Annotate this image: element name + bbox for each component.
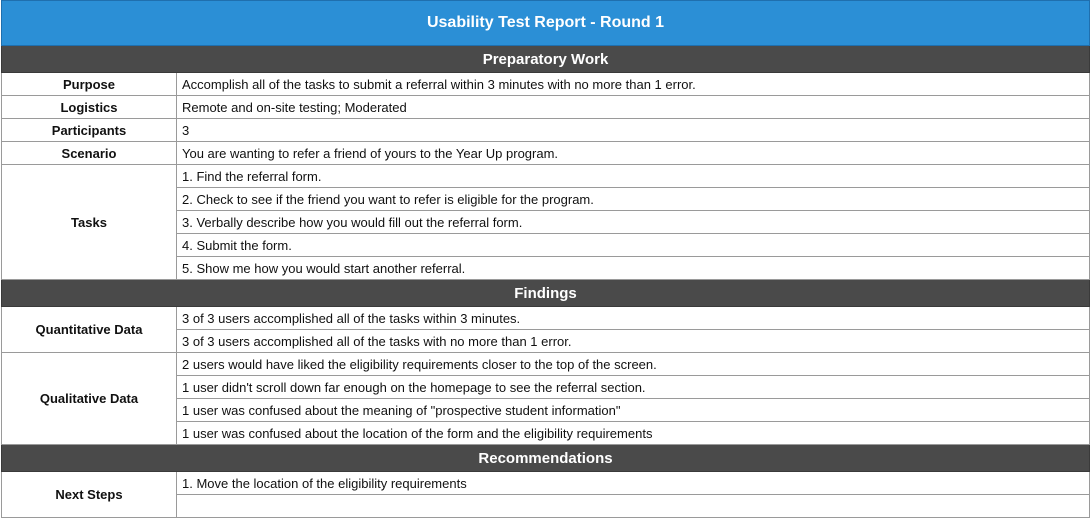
table-row — [2, 96, 1090, 119]
section-row — [2, 445, 1090, 472]
next-step-item: 1. Move the location of the eligibility requirements — [177, 472, 1090, 495]
report-title: Usability Test Report - Round 1 — [2, 1, 1090, 46]
tasks-label: Tasks — [2, 165, 177, 280]
purpose-label: Purpose — [2, 73, 177, 96]
qualitative-data-label: Qualitative Data — [2, 353, 177, 445]
table-row — [2, 353, 1090, 376]
task-item: 5. Show me how you would start another referral. — [177, 257, 1090, 280]
table-row — [2, 73, 1090, 96]
participants-label: Participants — [2, 119, 177, 142]
task-item: 4. Submit the form. — [177, 234, 1090, 257]
task-item: 1. Find the referral form. — [177, 165, 1090, 188]
logistics-label: Logistics — [2, 96, 177, 119]
section-preparatory-work: Preparatory Work — [2, 46, 1090, 73]
qualitative-item: 1 user was confused about the meaning of "prospective student information" — [177, 399, 1090, 422]
logistics-value: Remote and on-site testing; Moderated — [177, 96, 1090, 119]
table-row — [2, 472, 1090, 495]
task-item: 2. Check to see if the friend you want to refer is eligible for the program. — [177, 188, 1090, 211]
participants-value: 3 — [177, 119, 1090, 142]
table-row — [2, 165, 1090, 188]
quantitative-item: 3 of 3 users accomplished all of the tasks within 3 minutes. — [177, 307, 1090, 330]
table-row — [2, 307, 1090, 330]
quantitative-data-label: Quantitative Data — [2, 307, 177, 353]
scenario-value: You are wanting to refer a friend of yours to the Year Up program. — [177, 142, 1090, 165]
table-row — [2, 142, 1090, 165]
purpose-value: Accomplish all of the tasks to submit a referral within 3 minutes with no more than 1 error. — [177, 73, 1090, 96]
qualitative-item: 1 user didn't scroll down far enough on the homepage to see the referral section. — [177, 376, 1090, 399]
qualitative-item: 1 user was confused about the location of the form and the eligibility requirements — [177, 422, 1090, 445]
task-item: 3. Verbally describe how you would fill out the referral form. — [177, 211, 1090, 234]
qualitative-item: 2 users would have liked the eligibility requirements closer to the top of the screen. — [177, 353, 1090, 376]
next-step-item-empty — [177, 495, 1090, 518]
section-recommendations: Recommendations — [2, 445, 1090, 472]
quantitative-item: 3 of 3 users accomplished all of the tasks with no more than 1 error. — [177, 330, 1090, 353]
scenario-label: Scenario — [2, 142, 177, 165]
table-row — [2, 119, 1090, 142]
section-findings: Findings — [2, 280, 1090, 307]
next-steps-label: Next Steps — [2, 472, 177, 518]
section-row — [2, 280, 1090, 307]
section-row — [2, 46, 1090, 73]
title-row — [2, 1, 1090, 46]
usability-report-table — [1, 0, 1090, 518]
